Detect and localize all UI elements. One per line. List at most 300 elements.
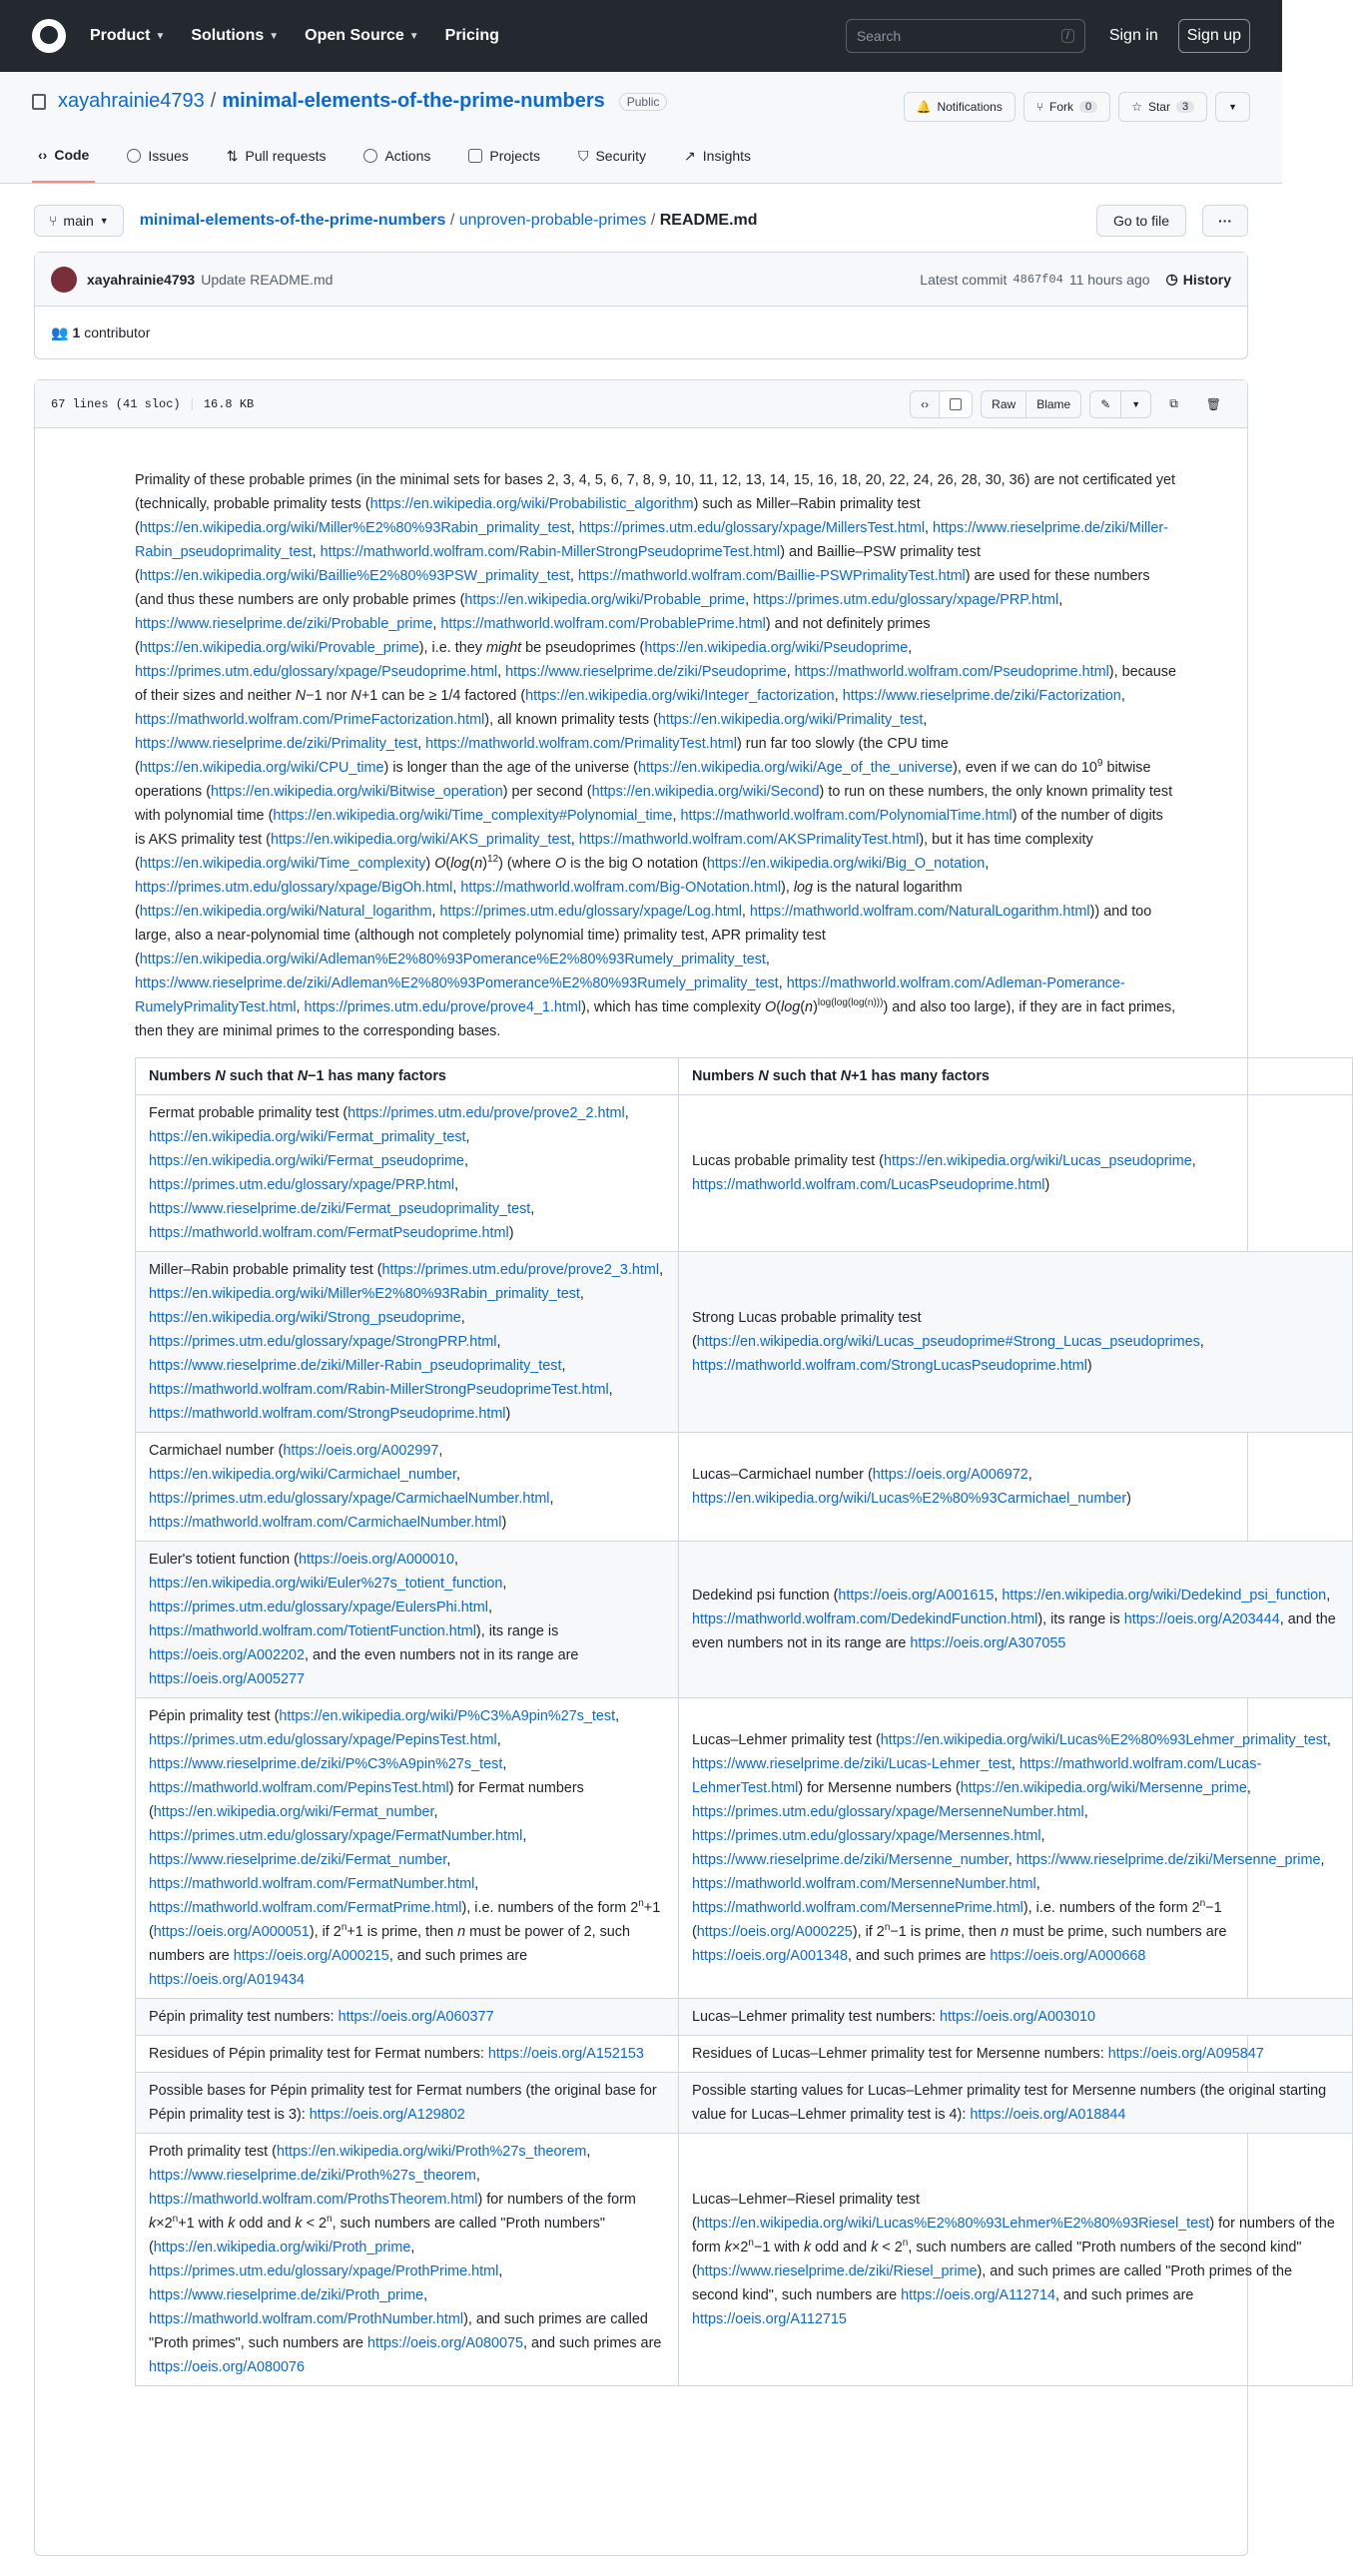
link[interactable]: https://en.wikipedia.org/wiki/Time_complexity#Polynomial_time [273, 808, 673, 824]
more-options-button[interactable]: ··· [1202, 205, 1248, 237]
file-size: 16.8 KB [203, 396, 255, 411]
tab-pull-requests[interactable]: ⇅ Pull requests [226, 147, 327, 164]
text: ) [501, 1515, 507, 1531]
text: , [586, 2144, 591, 2160]
link[interactable]: https://en.wikipedia.org/wiki/Bitwise_operation [211, 784, 503, 800]
italic-text: k [295, 2216, 303, 2232]
link[interactable]: https://en.wikipedia.org/wiki/Carmichael_number [149, 1467, 456, 1483]
pull-request-icon: ⇅ [226, 147, 239, 164]
link[interactable]: https://mathworld.wolfram.com/PrimeFactorization.html [135, 712, 485, 728]
table-icon [468, 149, 482, 163]
link[interactable]: https://www.rieselprime.de/ziki/Pseudoprime [505, 664, 787, 680]
preview-button[interactable] [940, 390, 973, 418]
tab-issues[interactable]: Issues [121, 141, 194, 183]
text: ), its range is [1037, 1611, 1124, 1627]
text: , [423, 2287, 428, 2303]
link[interactable]: https://en.wikipedia.org/wiki/Lucas%E2%80%93Lehmer%E2%80%93Riesel_test [696, 2216, 1210, 2232]
link[interactable]: https://www.rieselprime.de/ziki/Lucas-Lehmer_test [692, 1756, 1012, 1772]
italic-text: k [724, 2240, 732, 2255]
text: ), even if we can do 10 [953, 760, 1097, 776]
blame-button[interactable]: Blame [1026, 390, 1081, 418]
link[interactable]: https://primes.utm.edu/glossary/xpage/EulersPhi.html [149, 1600, 488, 1615]
text: , [498, 2263, 503, 2279]
text: ), which has time complexity [581, 999, 766, 1015]
italic-text: k [149, 2216, 157, 2232]
text: Lucas probable primality test ( [692, 1153, 884, 1169]
link[interactable]: https://oeis.org/A001615 [838, 1588, 995, 1604]
link[interactable]: https://www.rieselprime.de/ziki/Probable_prime [135, 616, 433, 632]
superscript: 12 [487, 854, 499, 866]
sign-up-button[interactable]: Sign up [1178, 19, 1250, 53]
text: , and the even numbers not in its range are [692, 1611, 1336, 1651]
text: ), i.e. they [418, 640, 486, 656]
table-cell [136, 1698, 679, 1999]
link[interactable]: https://www.rieselprime.de/ziki/Fermat_number [149, 1852, 447, 1868]
text: odd and [235, 2216, 296, 2232]
link[interactable]: https://mathworld.wolfram.com/Rabin-MillerStrongPseudoprimeTest.html [149, 1382, 609, 1398]
table-scroll-area[interactable] [135, 1057, 1336, 2386]
italic-text: n [1001, 1924, 1010, 1940]
text: , [522, 1828, 527, 1844]
chevron-down-icon: ▼ [1131, 398, 1141, 409]
go-to-file-button[interactable]: Go to file [1096, 205, 1186, 237]
text: , [454, 1177, 459, 1193]
text: ), and such primes are called "Proth primes", such numbers are [149, 2311, 648, 2351]
text: ( [445, 856, 451, 872]
link[interactable]: https://en.wikipedia.org/wiki/Lucas%E2%80%93Lehmer_primality_test [880, 1732, 1327, 1748]
link[interactable]: https://en.wikipedia.org/wiki/Probabilistic_algorithm [369, 496, 694, 512]
link[interactable]: https://en.wikipedia.org/wiki/Lucas_pseudoprime#Strong_Lucas_pseudoprimes [696, 1334, 1200, 1350]
text: , [908, 640, 913, 656]
link[interactable]: https://mathworld.wolfram.com/ProthNumber.html [149, 2311, 464, 2327]
text: , [741, 904, 750, 920]
link[interactable]: https://mathworld.wolfram.com/Lucas-LehmerTest.html [692, 1756, 1262, 1796]
text: < 2 [878, 2240, 903, 2255]
text: , [745, 592, 754, 608]
link[interactable]: https://mathworld.wolfram.com/MersennePrime.html [692, 1900, 1023, 1916]
link[interactable]: https://mathworld.wolfram.com/StrongPseudoprime.html [149, 1406, 506, 1422]
link[interactable]: https://primes.utm.edu/glossary/xpage/ProthPrime.html [149, 2263, 499, 2279]
commit-author-link[interactable]: xayahrainie4793 [87, 271, 196, 288]
text: +1 has many factors [851, 1068, 990, 1084]
link[interactable]: https://www.rieselprime.de/ziki/Mersenne_number [692, 1852, 1009, 1868]
people-icon: 👥 [51, 323, 69, 340]
link[interactable]: https://mathworld.wolfram.com/FermatPseudoprime.html [149, 1225, 509, 1241]
italic-text: n [457, 1924, 466, 1940]
text: ) such as Miller–Rabin primality test ( [135, 496, 921, 536]
breadcrumb-root-link[interactable]: minimal-elements-of-the-prime-numbers [139, 212, 446, 229]
superscript: n [748, 2238, 754, 2250]
nav-open-source[interactable]: Open Source ▼ [305, 27, 419, 44]
text: such that [225, 1068, 298, 1084]
link[interactable]: https://oeis.org/A003010 [939, 2009, 1095, 2025]
text: , [1040, 1828, 1045, 1844]
text: ) to run on these numbers, the only known primality test with polynomial time ( [135, 784, 1173, 824]
text: , [786, 664, 795, 680]
text: , [438, 1443, 443, 1459]
search-shortcut-key: / [1061, 29, 1074, 43]
text: , and such primes are [522, 2335, 662, 2351]
link[interactable]: https://oeis.org/A002202 [149, 1647, 306, 1663]
link[interactable]: https://en.wikipedia.org/wiki/Dedekind_psi_function [1002, 1588, 1327, 1604]
text: −1 is prime, then [890, 1924, 1002, 1940]
text: ) and Baillie–PSW primality test ( [135, 544, 982, 584]
link[interactable]: https://oeis.org/A095847 [1107, 2046, 1264, 2062]
text: ) are used for these numbers (and thus these numbers are only probable primes ( [135, 568, 1150, 608]
text: is the big O notation ( [566, 856, 707, 872]
superscript: n [902, 2238, 909, 2250]
avatar[interactable] [51, 267, 77, 293]
text: , [561, 1358, 566, 1374]
nav-solutions[interactable]: Solutions ▼ [191, 27, 280, 44]
link[interactable]: https://oeis.org/A112714 [901, 2287, 1056, 2303]
link[interactable]: https://mathworld.wolfram.com/ProthsTheorem.html [149, 2192, 478, 2208]
link[interactable]: https://primes.utm.edu/glossary/xpage/MersenneNumber.html [692, 1804, 1084, 1820]
superscript: log(log(log(n))) [817, 997, 884, 1009]
commit-time: 11 hours ago [1068, 271, 1150, 288]
link[interactable]: https://primes.utm.edu/glossary/xpage/Log.html [439, 904, 742, 920]
table-cell [136, 1999, 679, 2036]
repo-icon [32, 94, 46, 110]
link[interactable]: https://primes.utm.edu/glossary/xpage/Pseudoprime.html [135, 664, 498, 680]
table-cell [679, 1698, 1353, 1999]
link[interactable]: https://mathworld.wolfram.com/PepinsTest.html [149, 1780, 449, 1796]
text: , [1320, 1852, 1325, 1868]
superscript: n [172, 2214, 179, 2226]
edit-button[interactable] [1089, 390, 1121, 418]
sign-in-link[interactable]: Sign in [1108, 27, 1158, 44]
link[interactable]: https://www.rieselprime.de/ziki/Primality_test [135, 736, 418, 752]
table-row [136, 1252, 1353, 1433]
text: ) [1086, 1358, 1092, 1374]
link[interactable]: https://en.wikipedia.org/wiki/Mersenne_prime [960, 1780, 1247, 1796]
link[interactable]: https://www.rieselprime.de/ziki/P%C3%A9pin%27s_test [149, 1756, 503, 1772]
italic-text: log [793, 880, 814, 896]
commit-message[interactable]: Update README.md [201, 271, 334, 288]
table-row [136, 2134, 1353, 2386]
text: , and the even numbers not in its range are [305, 1647, 579, 1663]
text: Lucas–Lehmer primality test numbers: [692, 2009, 940, 2025]
link[interactable]: https://www.rieselprime.de/ziki/Fermat_pseudoprimality_test [149, 1201, 531, 1217]
visibility-badge: Public [619, 93, 668, 111]
breadcrumb-file: README.md [659, 212, 758, 229]
tab-code[interactable]: ‹› Code [32, 141, 95, 183]
link[interactable]: https://primes.utm.edu/glossary/xpage/Mersennes.html [692, 1828, 1041, 1844]
text: , [615, 1708, 620, 1724]
table-cell [679, 2134, 1353, 2386]
text: , [502, 1576, 507, 1592]
commit-box: xayahrainie4793 Update README.md Latest commit 4867f04 11 hours ago ◷ History 👥 1 contributor [34, 252, 1248, 359]
link[interactable]: https://mathworld.wolfram.com/Rabin-MillerStrongPseudoprimeTest.html [320, 544, 781, 560]
link[interactable]: https://oeis.org/A000225 [696, 1924, 853, 1940]
text: Fermat probable primality test ( [149, 1105, 348, 1121]
repo-path-separator: / [210, 90, 217, 112]
link[interactable]: https://en.wikipedia.org/wiki/Proth%27s_theorem [276, 2144, 587, 2160]
link[interactable]: https://en.wikipedia.org/wiki/Age_of_the_universe [637, 760, 954, 776]
text: , [475, 2168, 480, 2184]
link[interactable]: https://mathworld.wolfram.com/Pseudoprime.html [794, 664, 1109, 680]
edit-dropdown-button[interactable] [1121, 390, 1151, 418]
link[interactable]: https://mathworld.wolfram.com/Adleman-Pomerance-RumelyPrimalityTest.html [135, 975, 1125, 1015]
text: is the natural logarithm ( [135, 880, 963, 920]
play-icon [363, 149, 377, 163]
link[interactable]: https://en.wikipedia.org/wiki/Miller%E2%80%93Rabin_primality_test [149, 1286, 580, 1302]
star-dropdown-button[interactable] [1215, 92, 1250, 122]
repo-name-link[interactable]: minimal-elements-of-the-prime-numbers [222, 90, 605, 112]
link[interactable]: https://mathworld.wolfram.com/AKSPrimalityTest.html [578, 832, 920, 848]
link[interactable]: https://mathworld.wolfram.com/PrimalityTest.html [425, 736, 737, 752]
table-cell [136, 1542, 679, 1698]
text: ) for Mersenne numbers ( [798, 1780, 961, 1796]
text: , [569, 568, 578, 584]
link[interactable]: https://mathworld.wolfram.com/MersenneNumber.html [692, 1876, 1036, 1892]
tab-insights[interactable]: ↗ Insights [684, 147, 752, 164]
link[interactable]: https://primes.utm.edu/prove/prove4_1.html [304, 999, 582, 1015]
text: ) [505, 1406, 511, 1422]
copy-icon: ⧉ [1169, 396, 1178, 410]
table-row [136, 1433, 1353, 1542]
link[interactable]: https://primes.utm.edu/glossary/xpage/StrongPRP.html [149, 1334, 497, 1350]
link[interactable]: https://en.wikipedia.org/wiki/Integer_factorization [525, 688, 835, 704]
link[interactable]: https://mathworld.wolfram.com/NaturalLogarithm.html [749, 904, 1090, 920]
link[interactable]: https://oeis.org/A006972 [872, 1467, 1028, 1483]
text: ) [482, 856, 488, 872]
text: , [579, 1286, 584, 1302]
text: , [1035, 1876, 1040, 1892]
star-icon: ☆ [1131, 100, 1142, 114]
link[interactable]: https://en.wikipedia.org/wiki/Big_O_notation [706, 856, 986, 872]
text: , such numbers are called "Proth numbers" ( [149, 2216, 605, 2255]
text: −1 ( [692, 1900, 1222, 1940]
link[interactable]: https://en.wikipedia.org/wiki/Miller%E2%80%93Rabin_primality_test [139, 520, 571, 536]
text: ) is longer than the age of the universe ( [383, 760, 638, 776]
link[interactable]: https://mathworld.wolfram.com/FermatNumber.html [149, 1876, 475, 1892]
link[interactable]: https://en.wikipedia.org/wiki/P%C3%A9pin%27s_test [279, 1708, 616, 1724]
link[interactable]: https://mathworld.wolfram.com/FermatPrime.html [149, 1900, 462, 1916]
link[interactable]: https://en.wikipedia.org/wiki/Probable_prime [464, 592, 746, 608]
text: , [455, 1467, 460, 1483]
text: ), all known primality tests ( [484, 712, 658, 728]
nav-product[interactable]: Product ▼ [90, 27, 166, 44]
text: )) and too large, also a near-polynomial time (although not completely polynomial time) primality test, APR primality test ( [135, 904, 1152, 967]
text: must be prime, such numbers are [1009, 1924, 1227, 1940]
italic-text: k [228, 2216, 236, 2232]
link[interactable]: https://en.wikipedia.org/wiki/Primality_test [657, 712, 924, 728]
link[interactable]: https://oeis.org/A080076 [149, 2359, 306, 2375]
nav-pricing[interactable]: Pricing [444, 27, 499, 44]
italic-text: log [781, 999, 801, 1015]
link[interactable]: https://oeis.org/A005277 [149, 1671, 306, 1687]
link[interactable]: https://primes.utm.edu/glossary/xpage/BigOh.html [135, 880, 453, 896]
notifications-button[interactable]: 🔔 Notifications [904, 92, 1015, 122]
link[interactable]: https://mathworld.wolfram.com/ProbablePrime.html [440, 616, 766, 632]
link[interactable]: https://mathworld.wolfram.com/Baillie-PSWPrimalityTest.html [577, 568, 966, 584]
text: ) run far too slowly (the CPU time ( [135, 736, 949, 776]
link[interactable]: https://primes.utm.edu/glossary/xpage/PRP.html [753, 592, 1059, 608]
text: ) per second ( [502, 784, 592, 800]
fork-button[interactable]: ⑂ Fork 0 [1023, 92, 1110, 122]
commit-sha-link[interactable]: 4867f04 [1013, 272, 1063, 287]
text: ) and also too large), if they are in fact primes, then they are minimal primes to the corresponding bases. [135, 999, 1176, 1039]
link[interactable]: https://primes.utm.edu/glossary/xpage/MillersTest.html [578, 520, 926, 536]
tab-security[interactable]: ⛉ Security [577, 147, 647, 164]
link[interactable]: https://en.wikipedia.org/wiki/Natural_logarithm [139, 904, 432, 920]
text: ×2 [156, 2216, 173, 2232]
table-cell [679, 1095, 1353, 1252]
text: , such numbers are called "Proth numbers of the second kind" ( [692, 2240, 1302, 2279]
tab-projects[interactable]: Projects [462, 141, 546, 183]
link[interactable]: https://primes.utm.edu/glossary/xpage/PRP.html [149, 1177, 455, 1193]
link[interactable]: https://en.wikipedia.org/wiki/Proth_prime [153, 2240, 411, 2255]
link[interactable]: https://www.rieselprime.de/ziki/Miller-Rabin_pseudoprimality_test [149, 1358, 562, 1374]
link[interactable]: https://primes.utm.edu/prove/prove2_3.html [381, 1262, 660, 1278]
link[interactable]: https://en.wikipedia.org/wiki/Fermat_number [153, 1804, 434, 1820]
github-logo-icon[interactable] [32, 19, 66, 53]
text: Residues of Lucas–Lehmer primality test for Mersenne numbers: [692, 2046, 1108, 2062]
link[interactable]: https://www.rieselprime.de/ziki/Miller-Rabin_pseudoprimality_test [135, 520, 1168, 560]
link[interactable]: https://en.wikipedia.org/wiki/Second [591, 784, 820, 800]
link[interactable]: https://en.wikipedia.org/wiki/Euler%27s_totient_function [149, 1576, 503, 1592]
text: ) [425, 856, 435, 872]
superscript: n [884, 1922, 891, 1934]
delete-button[interactable] [1196, 390, 1231, 418]
table-cell [679, 1542, 1353, 1698]
link[interactable]: https://mathworld.wolfram.com/LucasPseudoprime.html [692, 1177, 1045, 1193]
link[interactable]: https://en.wikipedia.org/wiki/AKS_primality_test [270, 832, 571, 848]
star-count: 3 [1176, 101, 1194, 113]
text: , [765, 952, 770, 967]
link[interactable]: https://oeis.org/A001348 [692, 1948, 849, 1964]
link[interactable]: https://mathworld.wolfram.com/Big-ONotation.html [460, 880, 782, 896]
link[interactable]: https://en.wikipedia.org/wiki/Fermat_pseudoprime [149, 1153, 464, 1169]
link[interactable]: https://mathworld.wolfram.com/PolynomialTime.html [680, 808, 1013, 824]
chevron-down-icon: ▼ [269, 30, 280, 42]
shield-icon: ⛉ [577, 147, 589, 164]
link[interactable]: https://oeis.org/A060377 [338, 2009, 494, 2025]
table-row [136, 1698, 1353, 1999]
superscript: n [340, 1922, 347, 1934]
source-view-button[interactable] [910, 390, 940, 418]
link[interactable]: https://oeis.org/A000668 [990, 1948, 1146, 1964]
text: such that [768, 1068, 841, 1084]
text: , [446, 1852, 451, 1868]
link[interactable]: https://www.rieselprime.de/ziki/Mersenne_prime [1015, 1852, 1321, 1868]
text: , [1083, 1804, 1088, 1820]
branch-select[interactable]: ⑂ main ▼ [34, 205, 124, 237]
link[interactable]: https://en.wikipedia.org/wiki/Time_complexity [139, 856, 426, 872]
text: , [1246, 1780, 1251, 1796]
repo-owner-link[interactable]: xayahrainie4793 [58, 90, 205, 112]
link[interactable]: https://en.wikipedia.org/wiki/CPU_time [139, 760, 384, 776]
link[interactable]: https://oeis.org/A000215 [233, 1948, 389, 1964]
link[interactable]: https://en.wikipedia.org/wiki/Lucas_pseudoprime [883, 1153, 1192, 1169]
italic-text: N [295, 688, 307, 704]
link[interactable]: https://oeis.org/A112715 [692, 2311, 847, 2327]
text: , [778, 975, 787, 991]
superscript: 9 [1096, 758, 1103, 770]
link[interactable]: https://www.rieselprime.de/ziki/Adleman%E2%80%93Pomerance%E2%80%93Rumely_primality_test [135, 975, 779, 991]
link[interactable]: https://oeis.org/A080075 [366, 2335, 523, 2351]
table-row [136, 1095, 1353, 1252]
contributors-row[interactable]: 👥 1 contributor [51, 323, 151, 340]
link[interactable]: https://www.rieselprime.de/ziki/Proth%27s_theorem [149, 2168, 476, 2184]
link[interactable]: https://primes.utm.edu/glossary/xpage/CarmichaelNumber.html [149, 1491, 550, 1507]
text: ) [1044, 1177, 1050, 1193]
link[interactable]: https://oeis.org/A129802 [309, 2107, 465, 2123]
link[interactable]: https://oeis.org/A203444 [1123, 1611, 1280, 1627]
link[interactable]: https://primes.utm.edu/glossary/xpage/PepinsTest.html [149, 1732, 497, 1748]
table-cell [679, 2036, 1353, 2073]
link[interactable]: https://oeis.org/A002997 [283, 1443, 439, 1459]
link[interactable]: https://en.wikipedia.org/wiki/Lucas%E2%80%93Carmichael_number [692, 1491, 1127, 1507]
link[interactable]: https://mathworld.wolfram.com/CarmichaelNumber.html [149, 1515, 502, 1531]
text: , [570, 520, 579, 536]
link[interactable]: https://www.rieselprime.de/ziki/Proth_prime [149, 2287, 424, 2303]
text: ), and such primes are called "Proth primes of the second kind", such numbers are [692, 2263, 1292, 2303]
star-button[interactable]: ☆ Star 3 [1118, 92, 1207, 122]
link[interactable]: https://www.rieselprime.de/ziki/Factorization [842, 688, 1121, 704]
link[interactable]: https://en.wikipedia.org/wiki/Provable_prime [139, 640, 419, 656]
text: be pseudoprimes ( [521, 640, 645, 656]
link[interactable]: https://en.wikipedia.org/wiki/Adleman%E2%80%93Pomerance%E2%80%93Rumely_primality_test [139, 952, 766, 967]
text: ) (where [498, 856, 555, 872]
link[interactable]: https://mathworld.wolfram.com/StrongLucasPseudoprime.html [692, 1358, 1087, 1374]
copy-button[interactable] [1159, 390, 1188, 418]
italic-text: n [474, 856, 483, 872]
text: , [985, 856, 990, 872]
text: , [1027, 1467, 1032, 1483]
link[interactable]: https://primes.utm.edu/prove/prove2_2.html [347, 1105, 625, 1121]
raw-button[interactable]: Raw [981, 390, 1026, 418]
text: ) for numbers of the form [477, 2192, 636, 2208]
text: Numbers [149, 1068, 216, 1084]
link[interactable]: https://en.wikipedia.org/wiki/Fermat_primality_test [149, 1129, 466, 1145]
text: Possible starting values for Lucas–Lehmer primality test for Mersenne numbers (the original starting value for Lucas–Lehmer primality test is 4): [692, 2083, 1327, 2123]
history-button[interactable]: ◷ History [1165, 271, 1231, 288]
link[interactable]: https://www.rieselprime.de/ziki/Riesel_prime [696, 2263, 978, 2279]
text: , [1120, 688, 1125, 704]
search-input[interactable]: Search / [846, 19, 1085, 53]
text: , [925, 520, 934, 536]
link[interactable]: https://primes.utm.edu/glossary/xpage/FermatNumber.html [149, 1828, 523, 1844]
link[interactable]: https://oeis.org/A000051 [153, 1924, 310, 1940]
tab-actions[interactable]: Actions [357, 141, 436, 183]
text: , [452, 880, 461, 896]
link[interactable]: https://oeis.org/A018844 [970, 2107, 1126, 2123]
text: , [312, 544, 321, 560]
text: , [834, 688, 843, 704]
link[interactable]: https://oeis.org/A019434 [149, 1972, 306, 1988]
text: Numbers [692, 1068, 759, 1084]
link[interactable]: https://oeis.org/A000010 [298, 1552, 454, 1568]
link[interactable]: https://en.wikipedia.org/wiki/Baillie%E2%80%93PSW_primality_test [139, 568, 570, 584]
text: , [487, 1600, 492, 1615]
text: , [431, 904, 440, 920]
link[interactable]: https://mathworld.wolfram.com/DedekindFunction.html [692, 1611, 1038, 1627]
italic-text: k [871, 2240, 879, 2255]
text: Residues of Pépin primality test for Fermat numbers: [149, 2046, 488, 2062]
link[interactable]: https://oeis.org/A152153 [487, 2046, 644, 2062]
link[interactable]: https://en.wikipedia.org/wiki/Pseudoprime [644, 640, 909, 656]
text: , and such primes are [1055, 2287, 1194, 2303]
link[interactable]: https://oeis.org/A307055 [910, 1635, 1066, 1651]
breadcrumb-dir-link[interactable]: unproven-probable-primes [458, 212, 647, 229]
link[interactable]: https://mathworld.wolfram.com/TotientFunction.html [149, 1623, 476, 1639]
text: , [1199, 1334, 1204, 1350]
link[interactable]: https://en.wikipedia.org/wiki/Strong_pseudoprime [149, 1310, 461, 1326]
text: −1 with [753, 2240, 804, 2255]
text: Possible bases for Pépin primality test for Fermat numbers (the original base for Pépin primality test is 3): [149, 2083, 657, 2123]
